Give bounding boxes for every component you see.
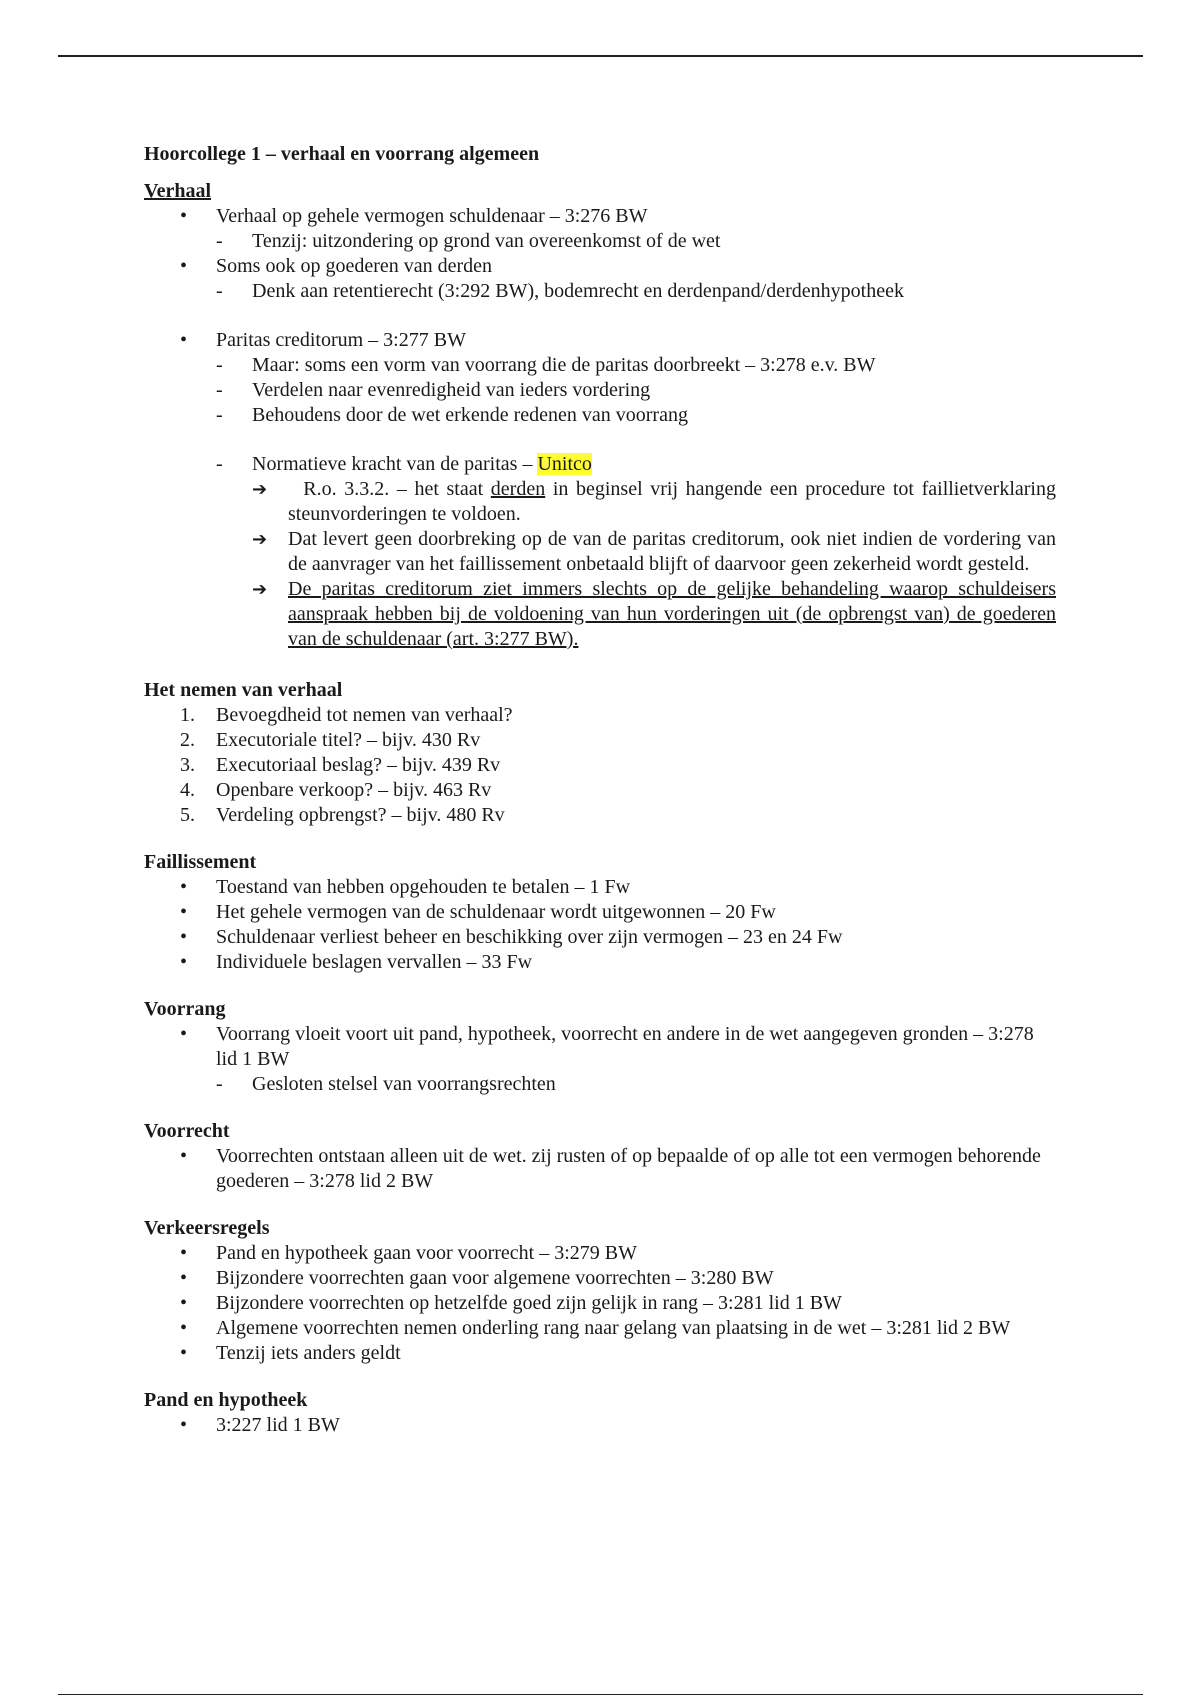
arrow-point-text: De paritas creditorum ziet immers slechts op de gelijke behandeling waarop schuldeisers aanspraak hebben bij de voldoening van hun vorderingen uit (de opbrengst van) de goederen van de schuldenaar (art. 3:277 BW). — [288, 578, 1056, 650]
faillissement-list — [144, 875, 1056, 975]
pand-list — [144, 1413, 1056, 1438]
list-item: • Schuldenaar verliest beheer en beschikking over zijn vermogen – 23 en 24 Fw — [144, 925, 1056, 950]
list-item: • Toestand van hebben opgehouden te betalen – 1 Fw — [144, 875, 1056, 900]
arrow-point — [144, 527, 1056, 577]
voorrecht-list — [144, 1144, 1056, 1194]
item-number: 5. — [180, 804, 195, 826]
heading-verhaal: Verhaal — [144, 180, 212, 202]
list-item: • Paritas creditorum – 3:277 BW — [144, 328, 1056, 353]
arrow-right-icon: ➔ — [252, 579, 268, 600]
heading-nemen-van-verhaal: Het nemen van verhaal — [144, 679, 343, 701]
item-number: 2. — [180, 729, 195, 751]
sub-item: - Behoudens door de wet erkende redenen van voorrang — [144, 403, 1056, 428]
item-text: Openbare verkoop? – bijv. 463 Rv — [216, 779, 492, 801]
heading-faillissement: Faillissement — [144, 851, 257, 873]
normatief-list — [144, 452, 1056, 477]
footer-rule — [58, 1694, 1143, 1695]
numbered-item — [144, 728, 1056, 753]
arrow-point-underlined: derden — [490, 478, 546, 500]
document-body — [144, 142, 1056, 1438]
list-item: • Voorrang vloeit voort uit pand, hypotheek, voorrecht en andere in de wet aangegeven gronden – 3:278 lid 1 BW — [144, 1022, 1056, 1072]
arrow-right-icon: ➔ — [252, 479, 268, 500]
verkeersregels-list — [144, 1241, 1056, 1366]
list-item: • Verhaal op gehele vermogen schuldenaar – 3:276 BW — [144, 204, 1056, 229]
heading-verkeersregels: Verkeersregels — [144, 1217, 270, 1239]
list-item: • Bijzondere voorrechten op hetzelfde goed zijn gelijk in rang – 3:281 lid 1 BW — [144, 1291, 1056, 1316]
heading-pand-en-hypotheek: Pand en hypotheek — [144, 1389, 308, 1411]
arrow-right-icon: ➔ — [252, 529, 268, 550]
verhaal-list — [144, 204, 1056, 304]
heading-voorrecht: Voorrecht — [144, 1120, 230, 1142]
sub-item-normatief — [144, 452, 1056, 477]
numbered-item — [144, 753, 1056, 778]
document-title: Hoorcollege 1 – verhaal en voorrang algemeen — [144, 143, 540, 165]
sub-item: - Maar: soms een vorm van voorrang die de paritas doorbreekt – 3:278 e.v. BW — [144, 353, 1056, 378]
list-item: • Pand en hypotheek gaan voor voorrecht – 3:279 BW — [144, 1241, 1056, 1266]
sub-item: - Tenzij: uitzondering op grond van overeenkomst of de wet — [144, 229, 1056, 254]
highlight-unitco: Unitco — [537, 453, 592, 475]
list-item: • Tenzij iets anders geldt — [144, 1341, 1056, 1366]
arrow-point — [144, 577, 1056, 652]
arrow-point-text: Dat levert geen doorbreking op de van de paritas creditorum, ook niet indien de vordering van de aanvrager van het faillissement onbetaald blijft of daarvoor geen zekerheid wordt gesteld. — [288, 528, 1056, 575]
item-number: 1. — [180, 704, 195, 726]
nemen-list — [144, 703, 1056, 828]
sub-item: - Denk aan retentierecht (3:292 BW), bodemrecht en derdenpand/derdenhypotheek — [144, 279, 1056, 304]
item-text: Verdeling opbrengst? – bijv. 480 Rv — [216, 804, 505, 826]
numbered-item — [144, 803, 1056, 828]
arrow-point-text: R.o. 3.3.2. – het staat — [303, 478, 491, 500]
item-number: 3. — [180, 754, 195, 776]
numbered-item — [144, 778, 1056, 803]
list-item: • Bijzondere voorrechten gaan voor algemene voorrechten – 3:280 BW — [144, 1266, 1056, 1291]
paritas-list — [144, 328, 1056, 428]
item-text: Executoriale titel? – bijv. 430 Rv — [216, 729, 481, 751]
arrow-point-text: in beginsel vrij hangende een procedure tot faillietverklaring steunvorderingen te voldoen. — [288, 478, 1056, 525]
list-item: • Voorrechten ontstaan alleen uit de wet. zij rusten of op bepaalde of op alle tot een vermogen behorende goederen – 3:278 lid 2 BW — [144, 1144, 1056, 1194]
heading-voorrang: Voorrang — [144, 998, 226, 1020]
list-item: • Algemene voorrechten nemen onderling rang naar gelang van plaatsing in de wet – 3:281 lid 2 BW — [144, 1316, 1056, 1341]
normatief-text: Normatieve kracht van de paritas – — [252, 453, 538, 475]
header-rule — [58, 55, 1143, 57]
sub-item: - Gesloten stelsel van voorrangsrechten — [144, 1072, 1056, 1097]
item-number: 4. — [180, 779, 195, 801]
list-item: • 3:227 lid 1 BW — [144, 1413, 1056, 1438]
list-item: • Soms ook op goederen van derden — [144, 254, 1056, 279]
voorrang-list — [144, 1022, 1056, 1097]
list-item: • Het gehele vermogen van de schuldenaar wordt uitgewonnen – 20 Fw — [144, 900, 1056, 925]
numbered-item — [144, 703, 1056, 728]
list-item: • Individuele beslagen vervallen – 33 Fw — [144, 950, 1056, 975]
arrow-point — [144, 477, 1056, 527]
sub-item: - Verdelen naar evenredigheid van ieders vordering — [144, 378, 1056, 403]
item-text: Executoriaal beslag? – bijv. 439 Rv — [216, 754, 501, 776]
item-text: Bevoegdheid tot nemen van verhaal? — [216, 704, 513, 726]
